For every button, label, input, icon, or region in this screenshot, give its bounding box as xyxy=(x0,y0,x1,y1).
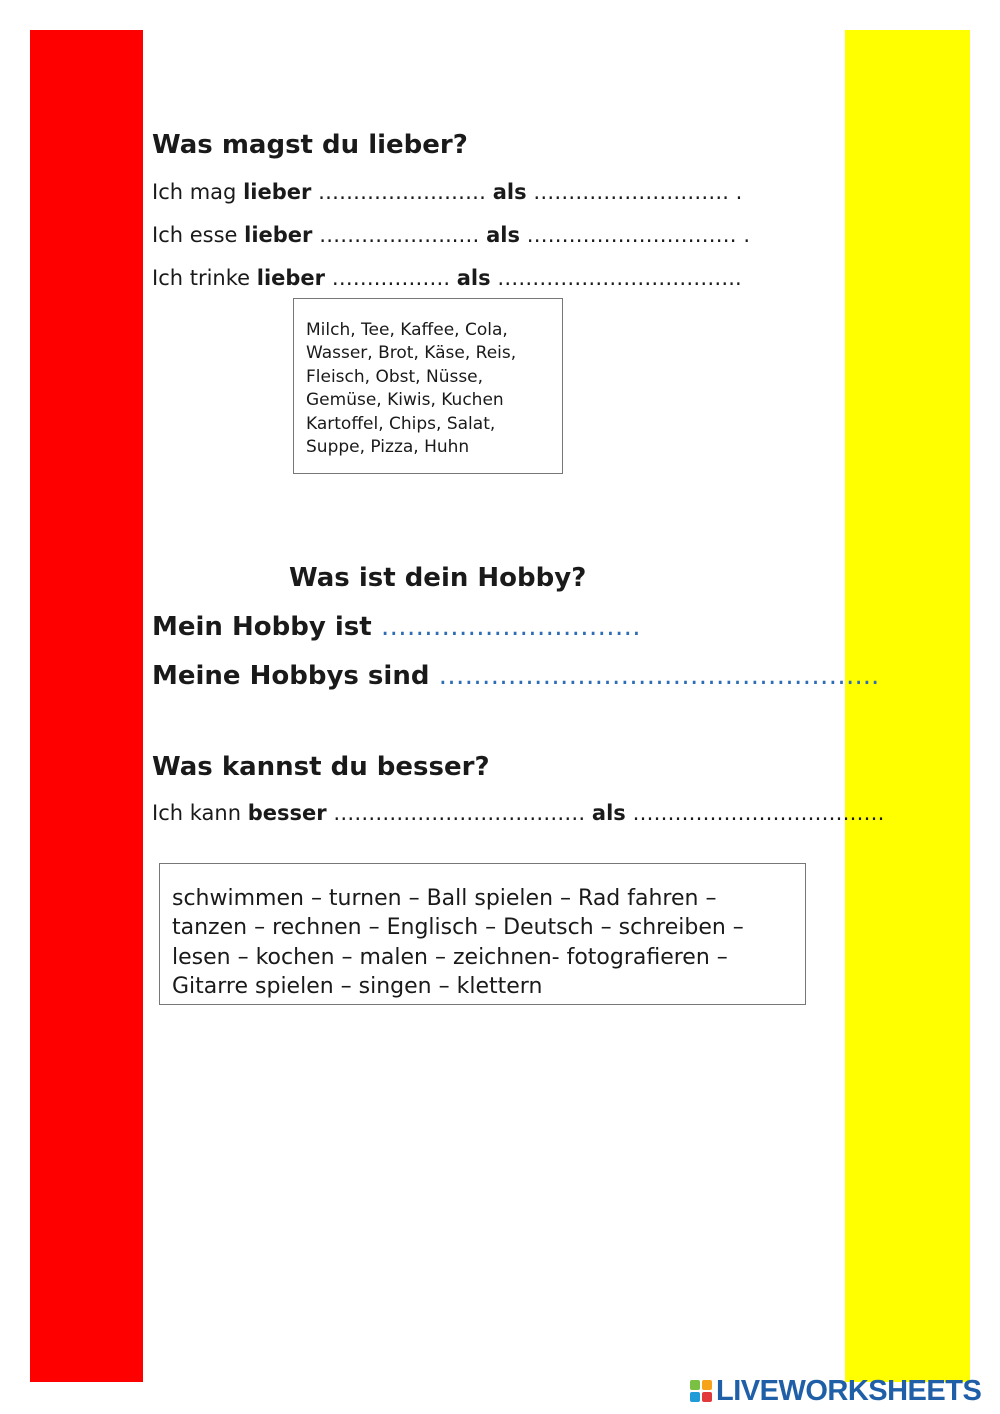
hobby-sentence: Mein Hobby ist xyxy=(152,612,381,642)
word-box-line: Gitarre spielen – singen – klettern xyxy=(172,973,543,999)
blank-field[interactable]: ………………………. . xyxy=(526,180,743,204)
keyword-als: als xyxy=(486,223,520,247)
blank-field[interactable]: ……………………………… xyxy=(625,801,885,825)
hobby-line-single xyxy=(152,612,641,642)
word-box-line: Wasser, Brot, Käse, Reis, xyxy=(306,343,517,364)
blank-field[interactable]: ………………..… xyxy=(312,223,487,247)
sentence-start: Ich kann xyxy=(152,801,248,825)
keyword-als: als xyxy=(591,801,626,825)
section-title-preferences: Was magst du lieber? xyxy=(152,130,468,160)
sentence-start: Ich trinke xyxy=(152,266,257,290)
keyword-als: als xyxy=(456,266,491,290)
word-box-line: Kartoffel, Chips, Salat, xyxy=(306,413,496,434)
sentence-line-mag xyxy=(152,180,742,204)
keyword-lieber: lieber xyxy=(243,180,312,204)
blank-field[interactable]: ………………………… . xyxy=(519,223,751,247)
blank-field[interactable]: …….………. xyxy=(325,266,457,290)
left-red-bar xyxy=(30,30,143,1382)
word-box-line: Fleisch, Obst, Nüsse, xyxy=(306,366,484,387)
section-title-hobby: Was ist dein Hobby? xyxy=(289,563,587,593)
word-box-line: lesen – kochen – malen – zeichnen- fotografieren – xyxy=(172,944,728,970)
keyword-als: als xyxy=(492,180,527,204)
keyword-lieber: lieber xyxy=(244,223,313,247)
sentence-line-esse xyxy=(152,223,750,247)
hobby-sentence: Meine Hobbys sind xyxy=(152,661,439,691)
word-box-line: schwimmen – turnen – Ball spielen – Rad fahren – xyxy=(172,886,717,911)
blank-field[interactable]: ………………………… xyxy=(380,612,641,642)
word-box-line: Milch, Tee, Kaffee, Cola, xyxy=(306,320,508,340)
logo-text: LIVEWORKSHEETS xyxy=(716,1374,982,1407)
food-word-box xyxy=(293,298,563,474)
liveworksheets-logo-icon xyxy=(690,1380,712,1402)
keyword-besser: besser xyxy=(247,801,327,825)
blank-field[interactable]: …………………… xyxy=(311,180,493,204)
sentence-start: Ich mag xyxy=(152,180,244,204)
blank-field[interactable]: …………………………….. xyxy=(490,266,742,290)
word-box-line: Gemüse, Kiwis, Kuchen xyxy=(306,390,504,411)
hobby-line-plural xyxy=(152,661,879,691)
activity-word-box xyxy=(159,863,806,1005)
sentence-start: Ich esse xyxy=(152,223,245,247)
blank-field[interactable]: ……………………………… xyxy=(326,801,592,825)
sentence-line-trinke xyxy=(152,266,742,290)
word-box-line: tanzen – rechnen – Englisch – Deutsch – schreiben – xyxy=(172,915,744,941)
section-title-abilities: Was kannst du besser? xyxy=(152,752,490,782)
liveworksheets-logo xyxy=(690,1376,981,1406)
keyword-lieber: lieber xyxy=(256,266,326,290)
right-yellow-bar xyxy=(845,30,970,1382)
word-box-line: Suppe, Pizza, Huhn xyxy=(306,437,470,458)
blank-field[interactable]: …………………………………………... xyxy=(438,661,880,691)
sentence-line-kann xyxy=(152,801,884,825)
